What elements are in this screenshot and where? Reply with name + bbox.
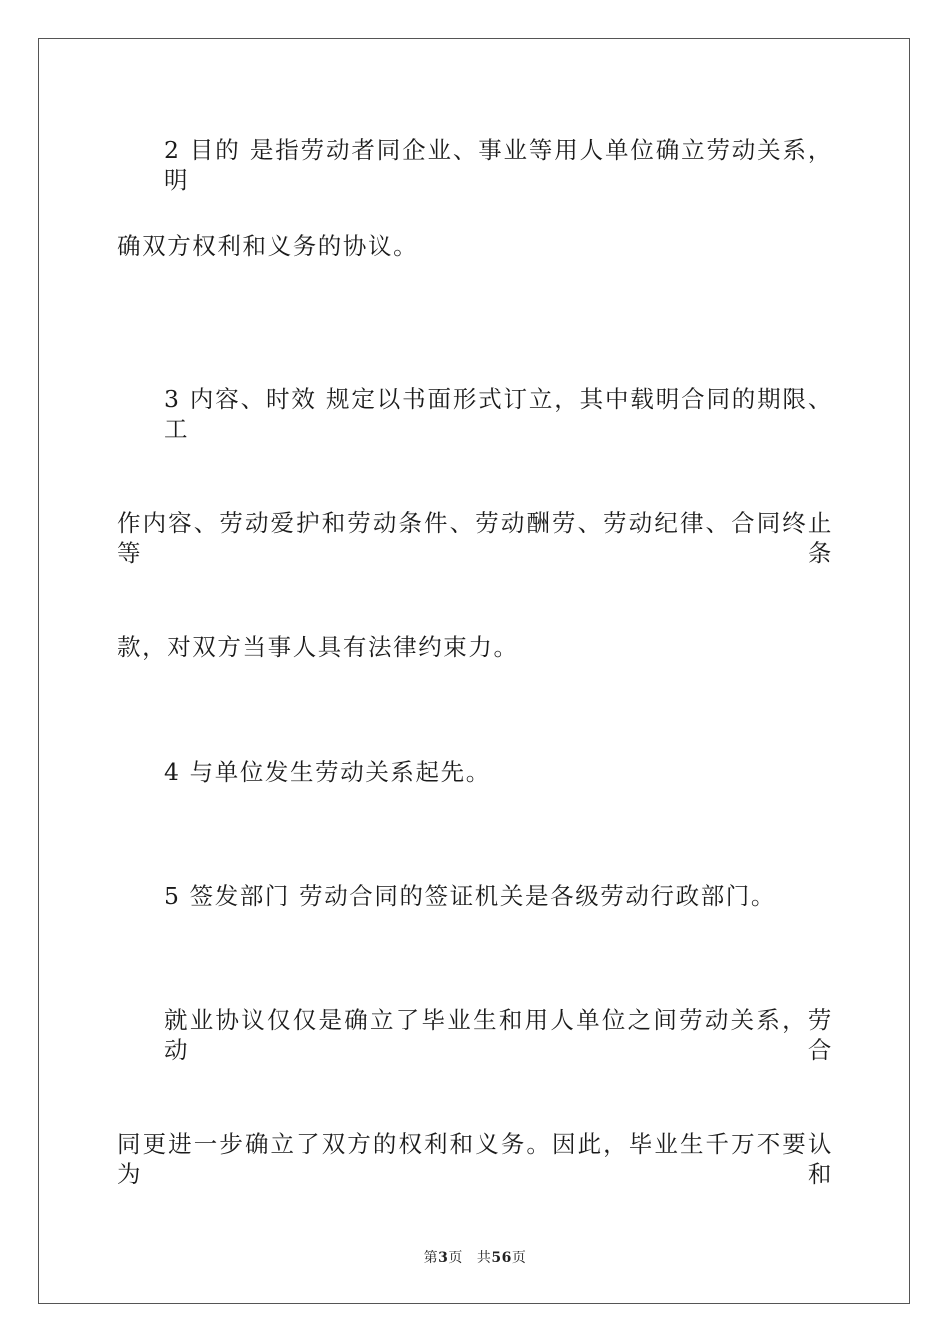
paragraph-line-2: 确双方权利和义务的协议。 [117, 232, 419, 260]
paragraph-line-3: 3 内容、时效 规定以书面形式订立，其中载明合同的期限、工 [164, 385, 833, 443]
paragraph-line-8: 就业协议仅仅是确立了毕业生和用人单位之间劳动关系，劳动合 [164, 1006, 833, 1064]
footer-total-pages: 56 [491, 1250, 512, 1266]
paragraph-line-6: 4 与单位发生劳动关系起先。 [164, 758, 491, 786]
footer-total-suffix: 页 [511, 1250, 527, 1266]
paragraph-line-9: 同更进一步确立了双方的权利和义务。因此，毕业生千万不要认为和 [117, 1130, 833, 1188]
paragraph-line-7: 5 签发部门 劳动合同的签证机关是各级劳动行政部门。 [164, 882, 776, 910]
paragraph-line-1: 2 目的 是指劳动者同企业、事业等用人单位确立劳动关系，明 [164, 136, 833, 194]
footer-page-number: 3 [438, 1250, 449, 1266]
footer-page-suffix: 页 [448, 1250, 463, 1266]
footer-total-prefix: 共 [476, 1250, 492, 1266]
page-footer [0, 1247, 950, 1267]
paragraph-line-4: 作内容、劳动爱护和劳动条件、劳动酬劳、劳动纪律、合同终止等条 [117, 509, 833, 567]
page-border [38, 38, 910, 1304]
footer-page-prefix: 第 [423, 1250, 439, 1266]
paragraph-line-5: 款，对双方当事人具有法律约束力。 [117, 633, 519, 661]
